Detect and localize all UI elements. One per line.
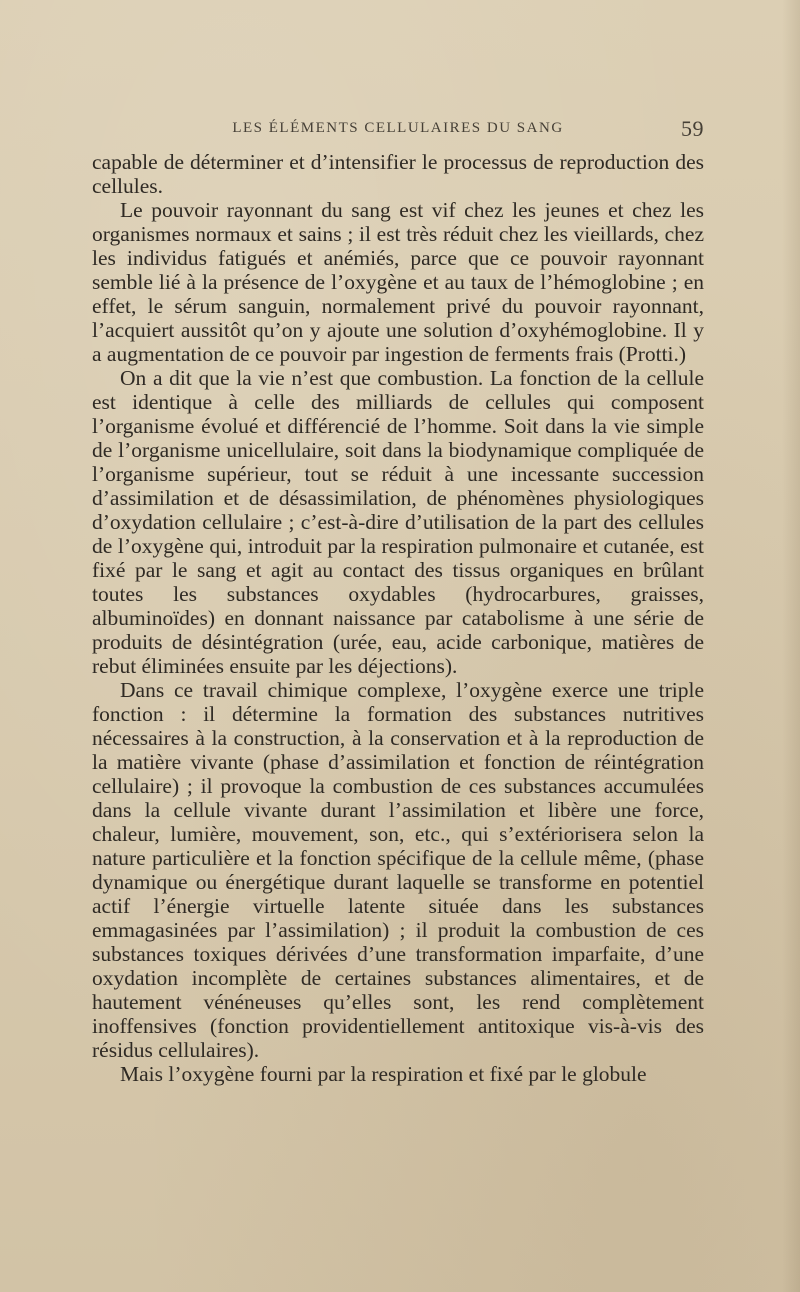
- paragraph-1: capable de déterminer et d’intensifier le processus de reproduction des cellules.: [92, 150, 704, 198]
- page-number: 59: [681, 116, 704, 141]
- paragraph-3: On a dit que la vie n’est que combustion. La fonction de la cellule est identique à celle des milliards de cellules qui composent l’organisme évolué et différencié de l’homme. Soit dans la vie simple de l’organisme unicellulaire, soit dans la biodynamique compliquée de l’organisme supérieur, tout se réduit à une incessante succession d’assimilation et de désassimilation, de phénomènes physiologiques d’oxydation cellulaire ; c’est-à-dire d’utilisation de la part des cellules de l’oxygène qui, introduit par la respiration pulmonaire et cutanée, est fixé par le sang et agit au contact des tissus organiques en brûlant toutes les substances oxydables (hydrocarbures, graisses, albuminoïdes) en donnant naissance par catabolisme à une série de produits de désintégration (urée, eau, acide carbonique, matières de rebut éliminées ensuite par les déjections).: [92, 366, 704, 678]
- paragraph-5: Mais l’oxygène fourni par la respiration et fixé par le globule: [120, 1062, 647, 1086]
- page-header: [92, 116, 704, 144]
- page-body: [92, 150, 704, 1150]
- paragraph-4: Dans ce travail chimique complexe, l’oxygène exerce une triple fonction : il détermine la formation des substances nutritives nécessaires à la construction, à la conservation et à la reproduction de la matière vivante (phase d’assimilation et fonction de réintégration cellulaire) ; il provoque la combustion de ces substances accumulées dans la cellule vivante durant l’assimilation et libère une force, chaleur, lumière, mouvement, son, etc., qui s’extériorisera selon la nature particulière et la fonction spécifique de la cellule même, (phase dynamique ou énergétique durant laquelle se transforme en potentiel actif l’énergie virtuelle latente située dans les substances emmagasinées par l’assimilation) ; il produit la combustion de ces substances toxiques dérivées d’une transformation imparfaite, d’une oxydation incomplète de certaines substances alimentaires, et de hautement vénéneuses qu’elles sont, les rend complètement inoffensives (fonction providentiellement antitoxique vis-à-vis des résidus cellulaires).: [92, 678, 704, 1062]
- running-head: LES ÉLÉMENTS CELLULAIRES DU SANG: [232, 120, 564, 136]
- paragraph-2: Le pouvoir rayonnant du sang est vif chez les jeunes et chez les organismes normaux et sains ; il est très réduit chez les vieillards, chez les individus fatigués et anémiés, parce que ce pouvoir rayonnant semble lié à la présence de l’oxygène et au taux de l’hémoglobine ; en effet, le sérum sanguin, normalement privé du pouvoir rayonnant, l’acquiert aussitôt qu’on y ajoute une solution d’oxyhémoglobine. Il y a augmentation de ce pouvoir par ingestion de ferments frais (Protti.): [92, 198, 704, 366]
